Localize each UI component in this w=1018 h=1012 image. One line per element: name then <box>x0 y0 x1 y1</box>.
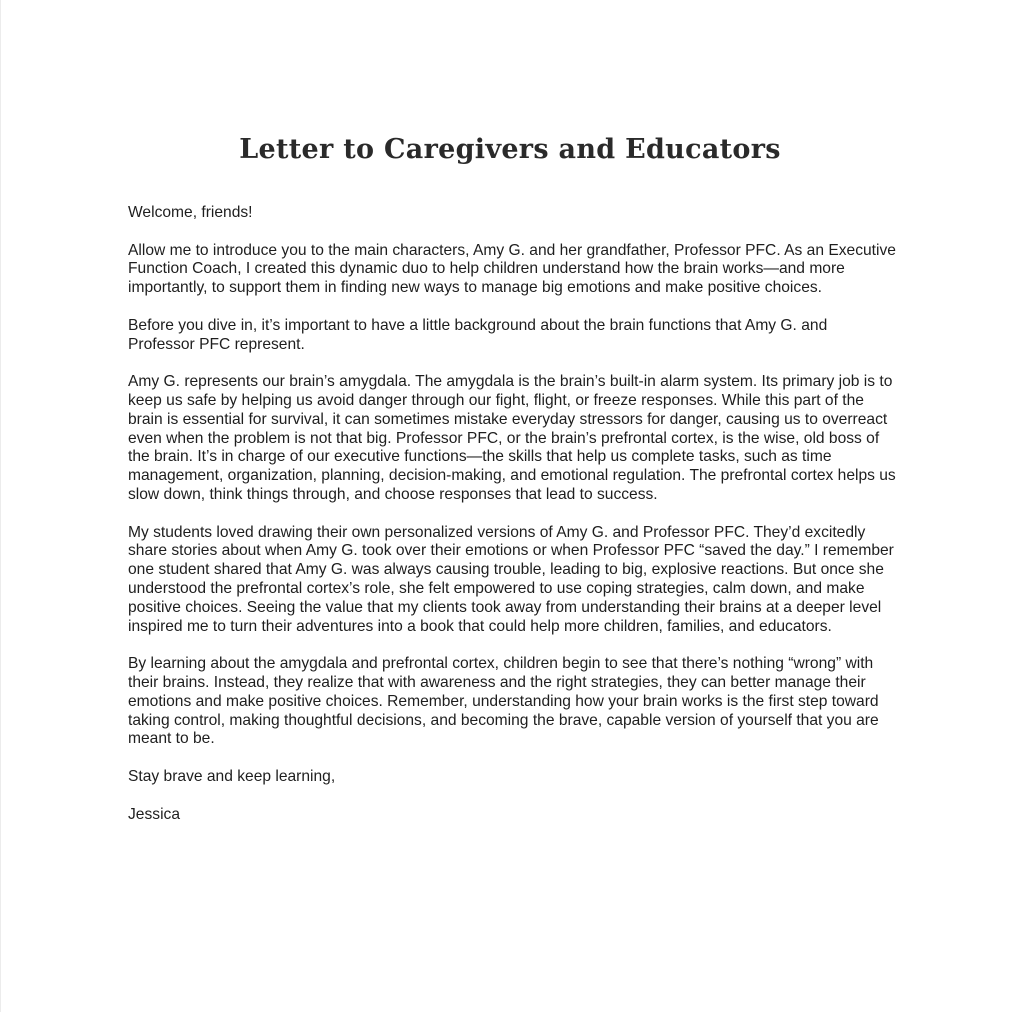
letter-closing: Stay brave and keep learning, <box>128 767 336 785</box>
letter-greeting: Welcome, friends! <box>128 204 253 221</box>
letter-paragraph-background: Before you dive in, it’s important to have a little background about the brain functions that Amy G. and Professor PFC represent. <box>128 316 828 353</box>
letter-paragraph-students: My students loved drawing their own personalized versions of Amy G. and Professor PFC. They’d excitedly share stories about when Amy G. took over their emotions or when Professor PFC “saved the day.” I remember one student shared that Amy G. was always causing trouble, leading to big, explosive reactions. But once she understood the prefrontal cortex’s role, she felt empowered to use coping strategies, calm down, and make positive choices. Seeing the value that my clients took away from understanding their brains at a deeper level inspired me to turn their adventures into a book that could help more children, families, and educators. <box>128 523 894 635</box>
letter-paragraph-amygdala: Amy G. represents our brain’s amygdala. The amygdala is the brain’s built-in alarm system. Its primary job is to keep us safe by helping us avoid danger through our fight, flight, or freeze responses. While this part of the brain is essential for survival, it can sometimes mistake everyday stressors for danger, causing us to overreact even when the problem is not that big. Professor PFC, or the brain’s prefrontal cortex, is the wise, old boss of the brain. It’s in charge of our executive functions—the skills that help us complete tasks, such as time management, organization, planning, decision-making, and emotional regulation. The prefrontal cortex helps us slow down, think things through, and choose responses that lead to success. <box>128 373 896 503</box>
page-title: Letter to Caregivers and Educators <box>239 134 781 166</box>
letter-body <box>128 204 898 843</box>
letter-signature: Jessica <box>128 805 180 823</box>
letter-paragraph-intro: Allow me to introduce you to the main characters, Amy G. and her grandfather, Professor PFC. As an Executive Function Coach, I created this dynamic duo to help children understand how the brain works—and more importantly, to support them in finding new ways to manage big emotions and make positive choices. <box>128 241 896 297</box>
letter-paragraph-learning: By learning about the amygdala and prefrontal cortex, children begin to see that there’s nothing “wrong” with their brains. Instead, they realize that with awareness and the right strategies, they can better manage their emotions and make positive choices. Remember, understanding how your brain works is the first step toward taking control, making thoughtful decisions, and becoming the brave, capable version of yourself that you are meant to be. <box>128 655 879 748</box>
